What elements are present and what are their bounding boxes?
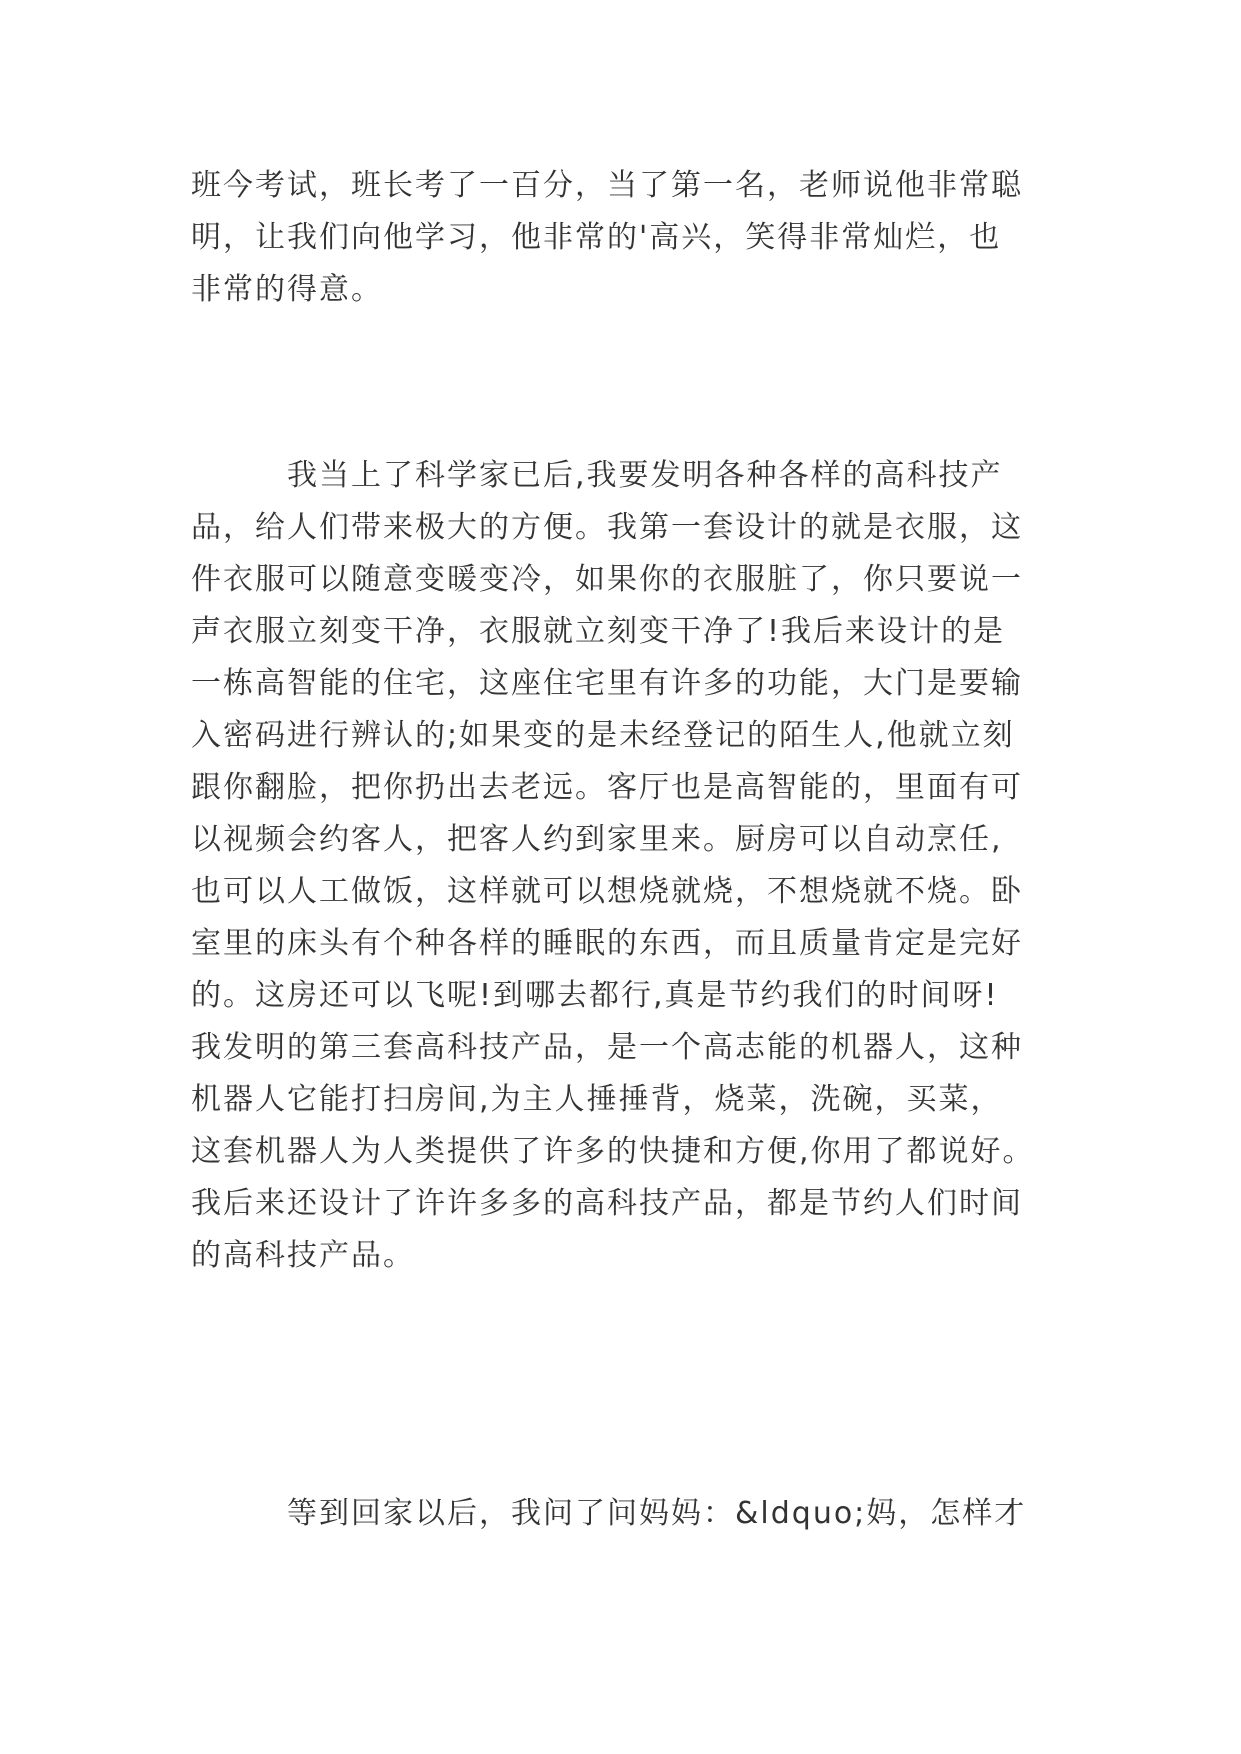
text-line: 件衣服可以随意变暖变冷，如果你的衣服脏了，你只要说一 xyxy=(191,562,1023,597)
text-line: 跟你翻脸，把你扔出去老远。客厅也是高智能的，里面有可 xyxy=(191,770,1023,805)
text-line: 明，让我们向他学习，他非常的'高兴，笑得非常灿烂，也 xyxy=(191,220,1002,255)
text-line: 的。这房还可以飞呢!到哪去都行,真是节约我们的时间呀! xyxy=(191,978,999,1013)
paragraph-3 xyxy=(191,1488,1051,1540)
text-line: 以视频会约客人，把客人约到家里来。厨房可以自动烹任, xyxy=(191,822,1003,857)
text-line: 品，给人们带来极大的方便。我第一套设计的就是衣服，这 xyxy=(191,510,1023,545)
text-line xyxy=(191,1282,1051,1334)
paragraph-1 xyxy=(191,160,1051,316)
text-line: 机器人它能打扫房间,为主人捶捶背，烧菜，洗碗，买菜， xyxy=(191,1082,1003,1117)
text-line: 也可以人工做饭，这样就可以想烧就烧，不想烧就不烧。卧 xyxy=(191,874,1023,909)
text-line: 声衣服立刻变干净，衣服就立刻变干净了!我后来设计的是 xyxy=(191,614,1006,649)
text-line: 这套机器人为人类提供了许多的快捷和方便,你用了都说好。 xyxy=(191,1134,1035,1169)
text-line: 的高科技产品。 xyxy=(191,1238,415,1273)
text-line: 我发明的第三套高科技产品，是一个高志能的机器人，这种 xyxy=(191,1030,1023,1065)
text-line: 非常的得意。 xyxy=(191,272,383,307)
paragraph-2 xyxy=(191,450,1051,1334)
text-line: 等到回家以后，我问了问妈妈：&ldquo;妈，怎样才 xyxy=(191,1496,1027,1531)
text-line: 我当上了科学家已后,我要发明各种各样的高科技产 xyxy=(191,458,1003,493)
text-line: 一栋高智能的住宅，这座住宅里有许多的功能，大门是要输 xyxy=(191,666,1023,701)
text-line: 入密码进行辨认的;如果变的是未经登记的陌生人,他就立刻 xyxy=(191,718,1015,753)
text-line: 室里的床头有个种各样的睡眠的东西，而且质量肯定是完好 xyxy=(191,926,1023,961)
text-line: 我后来还设计了许许多多的高科技产品，都是节约人们时间 xyxy=(191,1186,1023,1221)
text-line: 班今考试，班长考了一百分，当了第一名，老师说他非常聪 xyxy=(191,168,1023,203)
